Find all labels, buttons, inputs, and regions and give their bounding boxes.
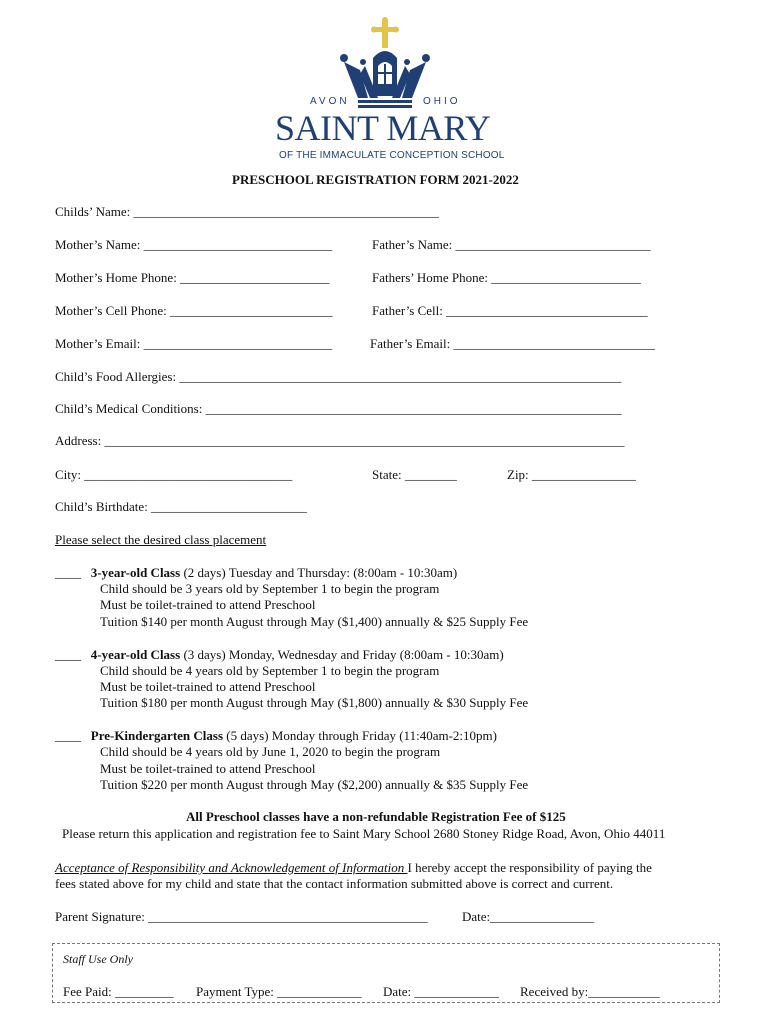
class-name: 4-year-old Class xyxy=(90,647,181,662)
class-select-blank[interactable]: ____ xyxy=(55,565,81,580)
class-schedule: (2 days) Tuesday and Thursday: (8:00am - 10:30am) xyxy=(180,565,458,580)
logo-city: AVON xyxy=(310,96,350,107)
window-icon xyxy=(378,62,392,84)
acceptance-text-2: fees stated above for my child and state that the contact information submitted above is correct and current. xyxy=(55,876,614,891)
crown-cross-emblem xyxy=(270,14,500,114)
state-field[interactable]: State: ________ xyxy=(372,467,457,482)
mother-name-field[interactable]: Mother’s Name: _____________________________ xyxy=(55,237,333,252)
class-option-3yr[interactable] xyxy=(55,565,457,581)
class-detail: Must be toilet-trained to attend Preschool xyxy=(100,679,316,694)
class-name: Pre-Kindergarten Class xyxy=(90,728,224,743)
mother-home-phone-field[interactable]: Mother’s Home Phone: _______________________ xyxy=(55,270,330,285)
class-name: 3-year-old Class xyxy=(90,565,181,580)
received-by-field[interactable]: Received by:___________ xyxy=(520,984,660,999)
school-logo xyxy=(270,14,505,164)
class-detail: Child should be 4 years old by September 1 to begin the program xyxy=(100,663,440,678)
parent-signature-field[interactable]: Parent Signature: ___________________________________________ xyxy=(55,909,428,924)
mother-email-field[interactable]: Mother’s Email: _____________________________ xyxy=(55,336,333,351)
class-select-blank[interactable]: ____ xyxy=(55,647,81,662)
birthdate-field[interactable]: Child’s Birthdate: ________________________ xyxy=(55,499,308,514)
class-detail: Tuition $180 per month August through May ($1,800) annually & $30 Supply Fee xyxy=(100,695,529,710)
return-note: Please return this application and registration fee to Saint Mary School 2680 Stoney Ridge Road, Avon, Ohio 44011 xyxy=(62,826,666,841)
class-detail: Must be toilet-trained to attend Preschool xyxy=(100,597,316,612)
acceptance-heading: Acceptance of Responsibility and Acknowledgement of Information xyxy=(55,860,408,875)
placement-heading: Please select the desired class placement xyxy=(55,532,267,547)
class-detail: Tuition $140 per month August through May ($1,400) annually & $25 Supply Fee xyxy=(100,614,529,629)
fee-paid-field[interactable]: Fee Paid: _________ xyxy=(63,984,174,999)
medical-conditions-field[interactable]: Child’s Medical Conditions: ________________________________________________________________ xyxy=(55,401,622,416)
staff-use-box xyxy=(52,943,720,1003)
class-option-prek[interactable] xyxy=(55,728,497,744)
class-schedule: (5 days) Monday through Friday (11:40am-2:10pm) xyxy=(223,728,497,743)
food-allergies-field[interactable]: Child’s Food Allergies: ____________________________________________________________________ xyxy=(55,369,622,384)
form-title: PRESCHOOL REGISTRATION FORM 2021-2022 xyxy=(232,172,519,187)
logo-subtitle: OF THE IMMACULATE CONCEPTION SCHOOL xyxy=(279,150,505,161)
acceptance-text: I hereby accept the responsibility of paying the xyxy=(407,860,652,875)
acceptance-paragraph xyxy=(55,860,652,876)
staff-heading: Staff Use Only xyxy=(63,952,133,966)
father-cell-field[interactable]: Father’s Cell: _______________________________ xyxy=(372,303,648,318)
class-detail: Child should be 4 years old by June 1, 2020 to begin the program xyxy=(100,744,441,759)
registration-fee-note: All Preschool classes have a non-refundable Registration Fee of $125 xyxy=(186,809,566,824)
staff-date-field[interactable]: Date: _____________ xyxy=(383,984,499,999)
class-schedule: (3 days) Monday, Wednesday and Friday (8:00am - 10:30am) xyxy=(180,647,504,662)
father-home-phone-field[interactable]: Fathers’ Home Phone: _______________________ xyxy=(372,270,641,285)
father-email-field[interactable]: Father’s Email: _______________________________ xyxy=(370,336,656,351)
father-name-field[interactable]: Father’s Name: ______________________________ xyxy=(372,237,651,252)
zip-field[interactable]: Zip: ________________ xyxy=(507,467,636,482)
city-field[interactable]: City: ________________________________ xyxy=(55,467,293,482)
class-detail: Tuition $220 per month August through May ($2,200) annually & $35 Supply Fee xyxy=(100,777,529,792)
class-detail: Must be toilet-trained to attend Preschool xyxy=(100,761,316,776)
cross-icon xyxy=(371,17,399,48)
child-name-field[interactable]: Childs’ Name: _______________________________________________ xyxy=(55,204,439,219)
address-field[interactable]: Address: ________________________________________________________________________________ xyxy=(55,433,625,448)
class-select-blank[interactable]: ____ xyxy=(55,728,81,743)
mother-cell-field[interactable]: Mother’s Cell Phone: _________________________ xyxy=(55,303,333,318)
logo-state: OHIO xyxy=(423,96,461,107)
logo-school-name: SAINT MARY xyxy=(275,108,491,148)
signature-date-field[interactable]: Date:________________ xyxy=(462,909,595,924)
payment-type-field[interactable]: Payment Type: _____________ xyxy=(196,984,362,999)
class-option-4yr[interactable] xyxy=(55,647,504,663)
class-detail: Child should be 3 years old by September 1 to begin the program xyxy=(100,581,440,596)
